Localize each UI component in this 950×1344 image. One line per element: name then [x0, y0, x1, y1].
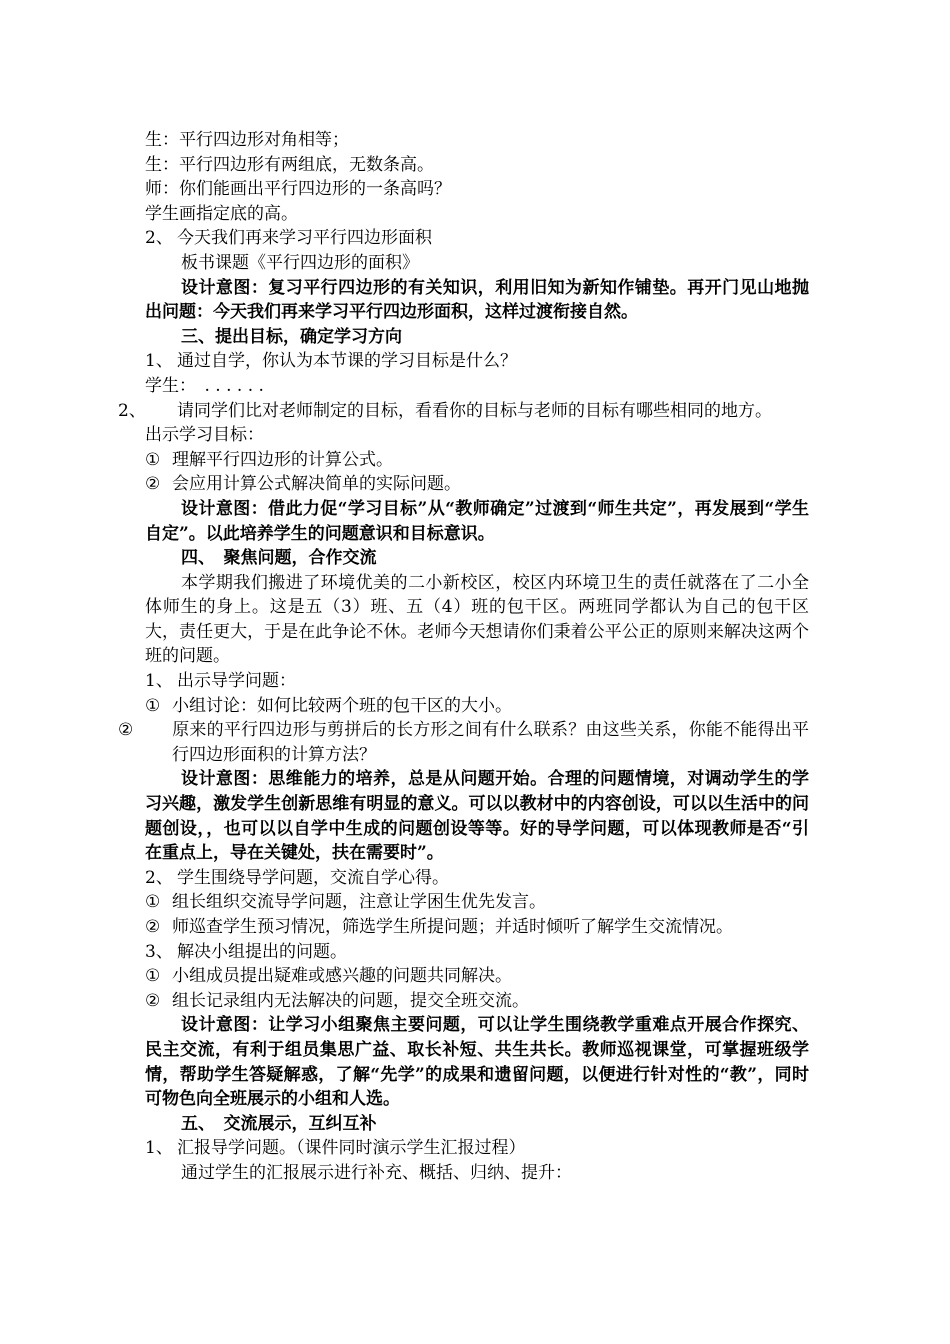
- list-item: [145, 915, 809, 940]
- item-number: 1、: [145, 1138, 173, 1159]
- item-text: 汇报导学问题。（课件同时演示学生汇报过程）: [177, 1138, 526, 1159]
- list-item: [145, 989, 809, 1014]
- item-number: 2、: [145, 867, 173, 888]
- list-item: [145, 964, 809, 989]
- item-text: 组长记录组内无法解决的问题，提交全班交流。: [172, 990, 529, 1011]
- item-number: 3、: [145, 941, 173, 962]
- item-text: 解决小组提出的问题。: [177, 941, 347, 962]
- item-number: ②: [145, 474, 161, 495]
- item-number: 2、: [118, 400, 146, 421]
- numbered-item: [145, 940, 809, 965]
- dialogue-line: 师：你们能画出平行四边形的一条高吗？: [145, 179, 451, 200]
- numbered-item: [145, 1136, 809, 1161]
- numbered-item: [145, 866, 809, 891]
- item-number: 2、: [145, 228, 173, 249]
- numbered-item: [145, 669, 809, 694]
- numbered-item: [145, 226, 809, 251]
- numbered-item: [145, 349, 809, 374]
- item-number: 1、: [145, 351, 173, 372]
- item-text: 通过自学，你认为本节课的学习目标是什么？: [177, 351, 517, 372]
- design-intent: 设计意图：借此力促“学习目标”从“教师确定”过渡到“师生共定”，再发展到“学生自定”。以此培养学生的问题意识和目标意识。: [145, 498, 809, 544]
- text-line: 出示学习目标：: [145, 425, 264, 446]
- item-text: 会应用计算公式解决简单的实际问题。: [172, 474, 461, 495]
- item-text: 小组讨论：如何比较两个班的包干区的大小。: [172, 695, 512, 716]
- item-number: ①: [145, 695, 161, 716]
- design-intent: 设计意图：复习平行四边形的有关知识，利用旧知为新知作铺垫。再开门见山地抛出问题：今天我们再来学习平行四边形面积，这样过渡衔接自然。: [145, 277, 809, 323]
- section-heading: 三、提出目标，确定学习方向: [181, 326, 402, 347]
- goal-item: [145, 448, 809, 473]
- item-text: 原来的平行四边形与剪拼后的长方形之间有什么联系？由这些关系，你能不能得出平行四边形面积的计算方法？: [172, 720, 809, 765]
- numbered-item: [118, 399, 809, 424]
- item-number: 1、: [145, 671, 173, 692]
- text-line: 学生： . . . . . .: [145, 375, 264, 396]
- text-line: 板书课题《平行四边形的面积》: [181, 252, 419, 273]
- section-heading: 五、 交流展示，互纠互补: [181, 1113, 377, 1134]
- text-line: 通过学生的汇报展示进行补充、概括、归纳、提升：: [181, 1162, 572, 1183]
- item-number: ②: [118, 720, 134, 741]
- item-text: 师巡查学生预习情况，筛选学生所提问题；并适时倾听了解学生交流情况。: [172, 917, 733, 937]
- item-number: ②: [145, 990, 161, 1011]
- question-item: [145, 694, 809, 719]
- item-text: 小组成员提出疑难或感兴趣的问题共同解决。: [172, 966, 512, 987]
- text-line: 学生画指定底的高。: [145, 203, 298, 224]
- section-heading: 四、 聚焦问题，合作交流: [181, 548, 377, 569]
- item-text: 出示导学问题：: [177, 671, 296, 692]
- design-intent: 设计意图：思维能力的培养，总是从问题开始。合理的问题情境，对调动学生的学习兴趣，激发学生创新思维有明显的意义。可以以教材中的内容创设，可以以生活中的问题创设，，也可以以自学中生成的问题创设等等。好的导学问题，可以体现教师是否“引在重点上，导在关键处，扶在需要时”。: [145, 769, 809, 864]
- dialogue-line: 生：平行四边形有两组底，无数条高。: [145, 154, 434, 175]
- item-number: ①: [145, 449, 161, 470]
- item-number: ①: [145, 892, 161, 913]
- item-number: ②: [145, 917, 161, 937]
- item-text: 组长组织交流导学问题，注意让学困生优先发言。: [172, 892, 546, 913]
- list-item: [145, 890, 809, 915]
- item-text: 请同学们比对老师制定的目标，看看你的目标与老师的目标有哪些相同的地方。: [177, 400, 772, 421]
- document-page: [118, 128, 809, 1186]
- question-item: [118, 718, 809, 767]
- design-intent: 设计意图：让学习小组聚焦主要问题，可以让学生围绕教学重难点开展合作探究、民主交流，有利于组员集思广益、取长补短、共生共长。教师巡视课堂，可掌握班级学情，帮助学生答疑解惑，了解“先学”的成果和遗留问题，以便进行针对性的“教”，同时可物色向全班展示的小组和人选。: [145, 1015, 809, 1110]
- dialogue-line: 生：平行四边形对角相等；: [145, 130, 349, 150]
- item-text: 学生围绕导学问题，交流自学心得。: [177, 867, 449, 888]
- item-text: 今天我们再来学习平行四边形面积: [177, 228, 432, 249]
- body-paragraph: 本学期我们搬进了环境优美的二小新校区，校区内环境卫生的责任就落在了二小全体师生的身上。这是五（3）班、五（4）班的包干区。两班同学都认为自己的包干区大，责任更大，于是在此争论不休。老师今天想请你们秉着公平公正的原则来解决这两个班的问题。: [145, 572, 809, 667]
- item-number: ①: [145, 966, 161, 987]
- item-text: 理解平行四边形的计算公式。: [172, 449, 393, 470]
- goal-item: [145, 472, 809, 497]
